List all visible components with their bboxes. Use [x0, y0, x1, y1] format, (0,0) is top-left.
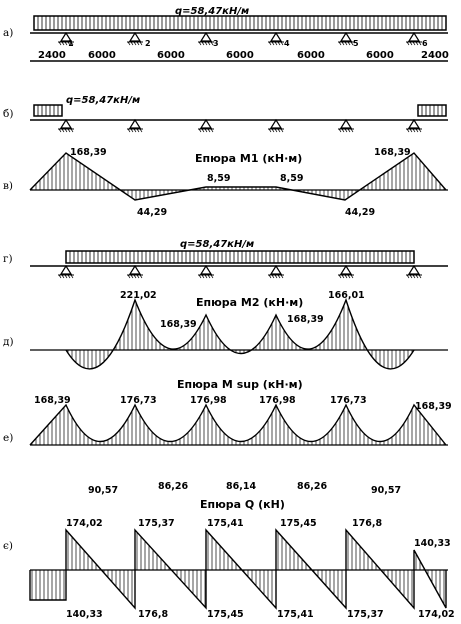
- row-label-g: г): [3, 253, 13, 265]
- m1-value-left: 168,39: [70, 147, 107, 158]
- support-6-triangle: [409, 120, 419, 128]
- q-top-values: [66, 518, 451, 549]
- span-length-cantilever-right: 2400: [421, 50, 449, 61]
- title-m2: Епюра M2 (кН·м): [196, 296, 304, 309]
- load-hatching-a: [38, 16, 442, 30]
- msup-span-values: [88, 481, 401, 496]
- support-number-3: 3: [213, 39, 219, 48]
- support-4-triangle: [271, 120, 281, 128]
- m2-value-support4: 168,39: [287, 314, 324, 325]
- support-1-triangle: [61, 266, 71, 274]
- msup-value-span4: 86,26: [297, 481, 328, 492]
- load-label-a: q=58,47кН/м: [175, 6, 250, 17]
- title-msup: Епюра M sup (кН·м): [177, 378, 303, 391]
- support-3-triangle: [201, 266, 211, 274]
- support-5-triangle: [341, 33, 351, 41]
- q-top-value-1: 174,02: [66, 518, 103, 529]
- msup-value-support3: 176,98: [190, 395, 227, 406]
- m2-value-support5: 166,01: [328, 290, 365, 301]
- q-top-value-4: 175,45: [280, 518, 317, 529]
- m2-value-support2: 221,02: [120, 290, 157, 301]
- m1-value-span5: 44,29: [345, 207, 376, 218]
- m2-value-support3: 168,39: [160, 319, 197, 330]
- support-5-triangle: [341, 120, 351, 128]
- q-bottom-values: [66, 609, 455, 620]
- msup-value-span3: 86,14: [226, 481, 257, 492]
- scheme-b-cantilever-load: [30, 95, 448, 132]
- q-top-value-5: 176,8: [352, 518, 383, 529]
- q-bottom-value-6: 174,02: [418, 609, 455, 620]
- title-m1: Епюра M1 (кН·м): [195, 152, 303, 165]
- support-1-triangle: [61, 120, 71, 128]
- support-6-triangle: [409, 33, 419, 41]
- support-number-6: 6: [422, 39, 428, 48]
- load-hatching-b: [38, 105, 442, 116]
- row-label-d: д): [3, 336, 14, 348]
- support-2-triangle: [130, 120, 140, 128]
- load-label-b: q=58,47кН/м: [66, 95, 141, 106]
- span-length-4: 6000: [297, 50, 325, 61]
- support-3-triangle: [201, 120, 211, 128]
- support-numbers-a: [68, 39, 428, 48]
- msup-value-support2: 176,73: [120, 395, 157, 406]
- supports-b: [58, 120, 422, 132]
- row-label-ye: є): [3, 540, 13, 552]
- support-number-1: 1: [68, 39, 74, 48]
- span-length-5: 6000: [366, 50, 394, 61]
- m1-value-span1: 44,29: [137, 207, 168, 218]
- support-number-5: 5: [353, 39, 359, 48]
- msup-value-support4: 176,98: [259, 395, 296, 406]
- m1-value-right: 168,39: [374, 147, 411, 158]
- q-bottom-value-2: 176,8: [138, 609, 169, 620]
- diagram-q: [30, 498, 455, 620]
- diagram-msup: [30, 378, 452, 496]
- support-5-triangle: [341, 266, 351, 274]
- msup-value-support5: 176,73: [330, 395, 367, 406]
- support-4-triangle: [271, 266, 281, 274]
- msup-support-values: [34, 395, 452, 412]
- span-length-cantilever-left: 2400: [38, 50, 66, 61]
- scheme-a-full-load: [30, 6, 449, 61]
- scheme-g-span-load: [30, 239, 448, 278]
- support-4-triangle: [271, 33, 281, 41]
- distributed-load-a: [34, 16, 446, 30]
- diagram-m2: [30, 290, 448, 369]
- q-bottom-value-3: 175,45: [207, 609, 244, 620]
- span-length-1: 6000: [88, 50, 116, 61]
- load-label-g: q=58,47кН/м: [180, 239, 255, 250]
- row-label-e: е): [3, 432, 14, 444]
- row-label-v: в): [3, 180, 14, 192]
- support-2-triangle: [130, 266, 140, 274]
- m1-value-span3-left: 8,59: [207, 173, 231, 184]
- span-length-2: 6000: [157, 50, 185, 61]
- msup-hatching: [32, 405, 444, 445]
- support-2-triangle: [130, 33, 140, 41]
- q-outline: [30, 530, 446, 608]
- q-top-value-3: 175,41: [207, 518, 244, 529]
- msup-value-support1: 168,39: [34, 395, 71, 406]
- msup-value-support6: 168,39: [415, 401, 452, 412]
- msup-outline: [30, 405, 446, 445]
- q-bottom-value-4: 175,41: [277, 609, 314, 620]
- q-bottom-value-1: 140,33: [66, 609, 103, 620]
- m2-outline: [66, 300, 414, 369]
- support-number-4: 4: [284, 39, 290, 48]
- support-3-triangle: [201, 33, 211, 41]
- row-label-a: а): [3, 27, 14, 39]
- supports-g: [58, 266, 422, 278]
- row-label-b: б): [3, 108, 14, 120]
- diagram-m1: [30, 147, 448, 218]
- load-hatching-g: [70, 251, 410, 263]
- msup-value-span1: 90,57: [88, 485, 119, 496]
- msup-value-span5: 90,57: [371, 485, 402, 496]
- title-q: Епюра Q (кН): [200, 498, 285, 511]
- q-top-value-6: 140,33: [414, 538, 451, 549]
- q-top-value-2: 175,37: [138, 518, 175, 529]
- supports-a: [58, 33, 422, 45]
- m1-value-span3-right: 8,59: [280, 173, 304, 184]
- support-number-2: 2: [145, 39, 151, 48]
- q-bottom-value-5: 175,37: [347, 609, 384, 620]
- msup-value-span2: 86,26: [158, 481, 189, 492]
- span-length-3: 6000: [226, 50, 254, 61]
- support-6-triangle: [409, 266, 419, 274]
